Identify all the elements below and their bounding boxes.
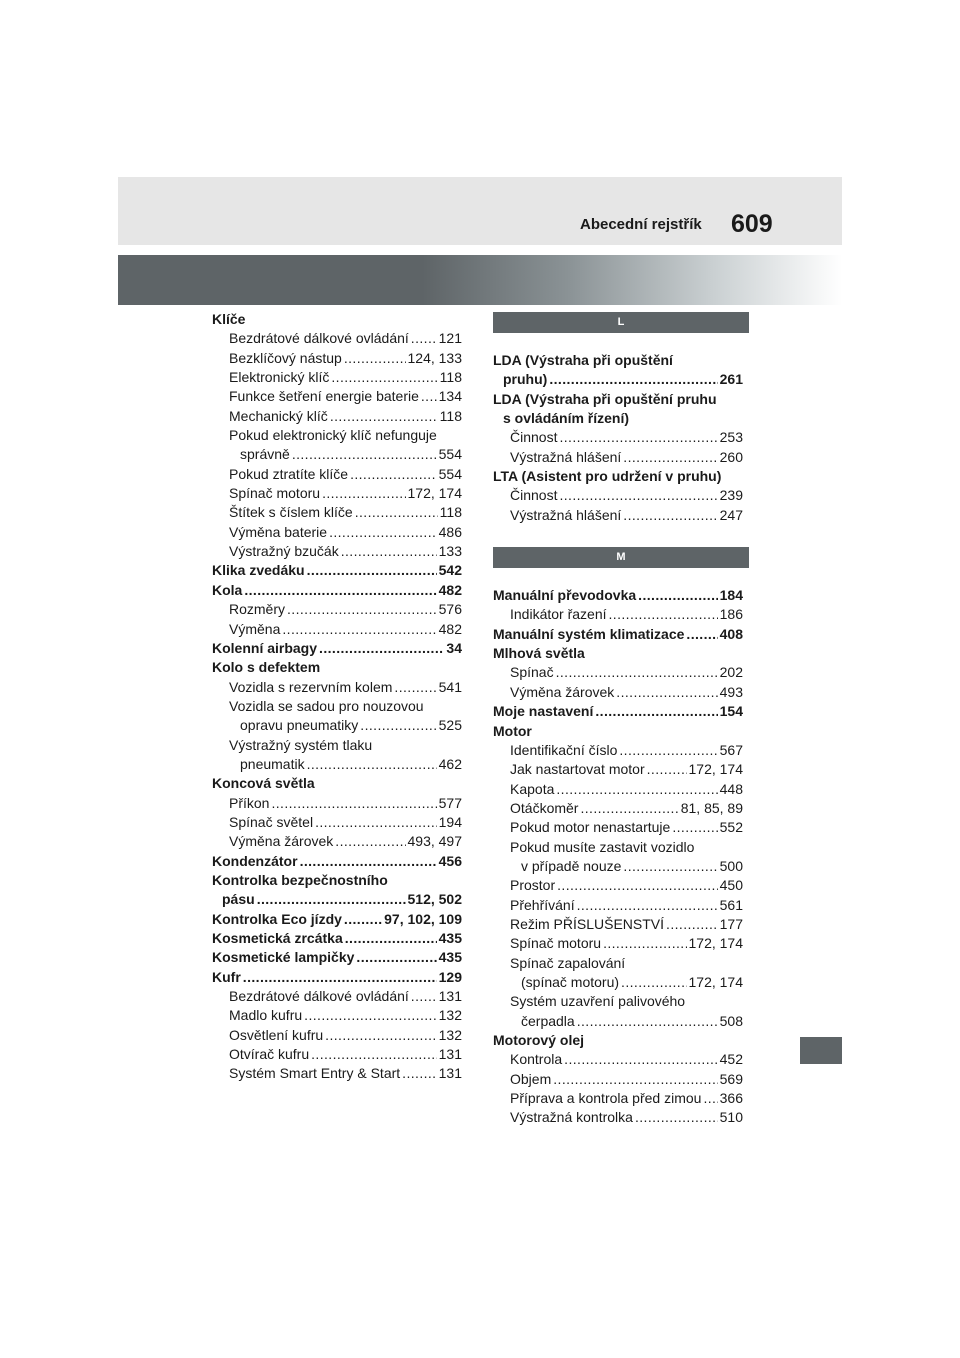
dot-leader bbox=[580, 799, 678, 818]
index-term: Pokud musíte zastavit vozidlo bbox=[510, 838, 695, 855]
index-subentry bbox=[493, 1012, 743, 1031]
page-reference: 493, 497 bbox=[407, 833, 462, 850]
page-reference: 172, 174 bbox=[407, 485, 462, 502]
index-term: Rozměry bbox=[229, 601, 286, 618]
index-term: Kosmetické lampičky bbox=[212, 949, 355, 966]
dot-leader bbox=[311, 1045, 437, 1064]
index-subentry bbox=[493, 428, 743, 447]
index-term: Vozidla se sadou pro nouzovou bbox=[229, 697, 424, 714]
dot-leader bbox=[331, 368, 437, 387]
index-subentry bbox=[493, 954, 743, 973]
page-reference: 154 bbox=[719, 703, 743, 720]
dot-leader bbox=[556, 663, 718, 682]
index-subentry bbox=[493, 1089, 743, 1108]
dot-leader bbox=[577, 1012, 718, 1031]
index-entry bbox=[212, 310, 462, 329]
page-reference: 129 bbox=[438, 968, 462, 985]
index-term: Bezklíčový nástup bbox=[229, 349, 342, 366]
page-reference: 97, 102, 109 bbox=[384, 910, 462, 927]
index-subentry bbox=[212, 600, 462, 619]
index-term: Kola bbox=[212, 581, 243, 598]
dot-leader bbox=[609, 605, 718, 624]
index-term: Spínač bbox=[510, 664, 554, 681]
dot-leader bbox=[355, 503, 438, 522]
index-subentry bbox=[212, 755, 462, 774]
dot-leader bbox=[559, 486, 717, 505]
index-subentry bbox=[212, 1045, 462, 1064]
index-term: Kontrola bbox=[510, 1051, 563, 1068]
dot-leader bbox=[307, 561, 437, 580]
dot-leader bbox=[621, 973, 686, 992]
index-entry bbox=[212, 968, 462, 987]
index-term: Výstražná hlášení bbox=[510, 506, 622, 523]
index-subentry bbox=[493, 799, 743, 818]
index-entry bbox=[493, 409, 743, 428]
index-subentry bbox=[493, 818, 743, 837]
index-entry bbox=[493, 702, 743, 721]
index-entry bbox=[493, 1031, 743, 1050]
page-reference: 247 bbox=[719, 506, 743, 523]
index-entry bbox=[212, 871, 462, 890]
index-term: Činnost bbox=[510, 429, 558, 446]
dot-leader bbox=[595, 702, 717, 721]
dot-leader bbox=[329, 523, 437, 542]
dot-leader bbox=[616, 683, 717, 702]
page-title: Abecední rejstřík bbox=[580, 216, 702, 233]
index-term: Pokud motor nenastartuje bbox=[510, 819, 671, 836]
page-reference: 569 bbox=[719, 1070, 743, 1087]
index-term: pásu bbox=[222, 891, 255, 908]
index-subentry bbox=[212, 465, 462, 484]
index-subentry bbox=[212, 1006, 462, 1025]
dot-leader bbox=[603, 934, 686, 953]
index-subentry bbox=[493, 760, 743, 779]
dot-leader bbox=[394, 678, 436, 697]
index-term: Kolo s defektem bbox=[212, 659, 321, 676]
index-term: Klíče bbox=[212, 311, 246, 327]
index-term: Moje nastavení bbox=[493, 703, 594, 720]
dot-leader bbox=[411, 987, 437, 1006]
page-reference: 260 bbox=[719, 448, 743, 465]
dot-leader bbox=[244, 581, 436, 600]
dot-leader bbox=[330, 407, 438, 426]
page-reference: 482 bbox=[438, 581, 462, 598]
dot-leader bbox=[421, 387, 437, 406]
dot-leader bbox=[666, 915, 718, 934]
page-reference: 435 bbox=[438, 930, 462, 946]
index-entry bbox=[493, 644, 743, 663]
index-term: Bezdrátové dálkové ovládání bbox=[229, 988, 409, 1005]
page-reference: 435 bbox=[438, 949, 462, 966]
page-reference: 542 bbox=[438, 562, 462, 579]
index-column-right bbox=[493, 312, 743, 1128]
index-term: Motor bbox=[493, 722, 532, 739]
index-term: Kontrolka bezpečnostního bbox=[212, 871, 388, 888]
index-subentry bbox=[493, 605, 743, 624]
page-reference: 561 bbox=[719, 896, 743, 913]
page-reference: 525 bbox=[438, 717, 462, 734]
index-entry bbox=[212, 929, 462, 948]
page-reference: 554 bbox=[438, 465, 462, 482]
dot-leader bbox=[638, 586, 717, 605]
index-entry bbox=[212, 852, 462, 871]
page-reference: 552 bbox=[719, 819, 743, 836]
index-term: Pokud ztratíte klíče bbox=[229, 465, 349, 482]
side-index-tab bbox=[800, 1037, 842, 1064]
index-subentry bbox=[212, 503, 462, 522]
index-column-left bbox=[212, 310, 462, 1084]
index-term: Indikátor řazení bbox=[510, 606, 607, 623]
index-term: Výměna žárovek bbox=[510, 683, 615, 700]
index-term: Spínač motoru bbox=[510, 935, 602, 952]
index-term: s ovládáním řízení) bbox=[503, 410, 630, 427]
index-subentry bbox=[493, 876, 743, 895]
page-reference: 508 bbox=[719, 1012, 743, 1029]
page-reference: 118 bbox=[439, 369, 462, 386]
index-subentry bbox=[212, 813, 462, 832]
page-reference: 408 bbox=[719, 625, 743, 642]
dot-leader bbox=[623, 857, 717, 876]
page-reference: 253 bbox=[719, 429, 743, 446]
index-term: Systém uzavření palivového bbox=[510, 993, 686, 1010]
page-reference: 172, 174 bbox=[688, 935, 743, 952]
section-letter-bar: L bbox=[493, 312, 749, 333]
index-subentry bbox=[212, 484, 462, 503]
index-term: Otáčkoměr bbox=[510, 799, 579, 816]
page-reference: 554 bbox=[438, 446, 462, 463]
index-term: Kufr bbox=[212, 968, 241, 985]
dot-leader bbox=[623, 448, 717, 467]
index-subentry bbox=[212, 794, 462, 813]
index-subentry bbox=[212, 407, 462, 426]
index-subentry bbox=[212, 445, 462, 464]
page-reference: 541 bbox=[438, 678, 462, 695]
dot-leader bbox=[341, 542, 437, 561]
index-term: Prostor bbox=[510, 877, 556, 894]
index-entry bbox=[493, 625, 743, 644]
index-term: Výstražný bzučák bbox=[229, 543, 339, 560]
index-term: Koncová světla bbox=[212, 775, 315, 792]
index-term: Jak nastartovat motor bbox=[510, 761, 645, 778]
index-subentry bbox=[493, 741, 743, 760]
index-term: (spínač motoru) bbox=[521, 973, 620, 990]
index-term: Výměna baterie bbox=[229, 523, 328, 540]
index-term: Výstražná kontrolka bbox=[510, 1109, 633, 1126]
dot-leader bbox=[672, 818, 717, 837]
index-entry bbox=[212, 910, 462, 929]
page-reference: 186 bbox=[719, 606, 743, 623]
dot-leader bbox=[411, 329, 437, 348]
index-entry bbox=[493, 586, 743, 605]
page-reference: 577 bbox=[438, 794, 462, 811]
page-reference: 132 bbox=[438, 1026, 462, 1043]
index-term: Objem bbox=[510, 1070, 552, 1087]
page-reference: 177 bbox=[719, 915, 743, 932]
section-letter-bar: M bbox=[493, 547, 749, 568]
index-term: Madlo kufru bbox=[229, 1007, 303, 1024]
dot-leader bbox=[335, 832, 405, 851]
index-term: v případě nouze bbox=[521, 857, 622, 874]
page-reference: 118 bbox=[439, 407, 462, 424]
index-term: pneumatik bbox=[240, 755, 305, 772]
index-subentry bbox=[493, 934, 743, 953]
page-reference: 512, 502 bbox=[407, 891, 462, 908]
page-reference: 202 bbox=[719, 664, 743, 681]
index-term: Spínač motoru bbox=[229, 485, 321, 502]
page-reference: 194 bbox=[438, 813, 462, 830]
index-entry bbox=[493, 390, 743, 409]
index-subentry bbox=[493, 992, 743, 1011]
index-term: Příprava a kontrola před zimou bbox=[510, 1090, 702, 1107]
dot-leader bbox=[619, 741, 717, 760]
index-subentry bbox=[493, 506, 743, 525]
index-term: správně bbox=[240, 446, 290, 463]
dot-leader bbox=[557, 876, 718, 895]
dot-leader bbox=[564, 1050, 717, 1069]
index-term: Bezdrátové dálkové ovládání bbox=[229, 330, 409, 347]
index-entry bbox=[212, 581, 462, 600]
dot-leader bbox=[360, 716, 436, 735]
page-reference: 456 bbox=[438, 852, 462, 869]
index-subentry bbox=[212, 349, 462, 368]
index-term: Výstražná hlášení bbox=[510, 448, 622, 465]
dot-leader bbox=[556, 780, 717, 799]
index-subentry bbox=[212, 329, 462, 348]
index-subentry bbox=[212, 987, 462, 1006]
dot-leader bbox=[402, 1064, 436, 1083]
page-reference: 172, 174 bbox=[688, 761, 743, 778]
index-subentry bbox=[212, 620, 462, 639]
dot-leader bbox=[647, 760, 687, 779]
index-subentry bbox=[493, 1050, 743, 1069]
index-term: Manuální systém klimatizace bbox=[493, 625, 685, 642]
index-subentry bbox=[212, 832, 462, 851]
index-term: Elektronický klíč bbox=[229, 369, 330, 386]
index-term: Kondenzátor bbox=[212, 852, 298, 869]
index-term: pruhu) bbox=[503, 371, 548, 388]
page-reference: 172, 174 bbox=[688, 973, 743, 990]
dot-leader bbox=[325, 1026, 436, 1045]
index-subentry bbox=[212, 678, 462, 697]
page-reference: 448 bbox=[719, 780, 743, 797]
page-reference: 366 bbox=[719, 1090, 743, 1107]
index-term: Kapota bbox=[510, 780, 555, 797]
dot-leader bbox=[623, 506, 717, 525]
index-subentry bbox=[493, 1070, 743, 1089]
page-reference: 184 bbox=[719, 587, 743, 604]
index-subentry bbox=[212, 736, 462, 755]
index-subentry bbox=[493, 857, 743, 876]
index-term: Kosmetická zrcátka bbox=[212, 930, 343, 946]
index-subentry bbox=[212, 426, 462, 445]
index-subentry bbox=[212, 387, 462, 406]
dot-leader bbox=[577, 896, 718, 915]
index-subentry bbox=[212, 1064, 462, 1083]
page-reference: 131 bbox=[438, 988, 462, 1005]
index-term: Mlhová světla bbox=[493, 645, 585, 662]
index-term: Systém Smart Entry & Start bbox=[229, 1065, 401, 1082]
index-term: Pokud elektronický klíč nefunguje bbox=[229, 427, 437, 444]
index-term: LTA (Asistent pro udržení v pruhu) bbox=[493, 468, 722, 485]
dot-leader bbox=[344, 910, 382, 929]
dot-leader bbox=[553, 1070, 717, 1089]
index-entry bbox=[212, 948, 462, 967]
index-term: Spínač zapalování bbox=[510, 954, 626, 971]
index-entry bbox=[212, 561, 462, 580]
dot-leader bbox=[559, 428, 717, 447]
index-entry bbox=[493, 722, 743, 741]
index-entry bbox=[493, 351, 743, 370]
index-term: čerpadla bbox=[521, 1012, 575, 1029]
page-reference: 493 bbox=[719, 683, 743, 700]
page-reference: 510 bbox=[719, 1109, 743, 1126]
index-subentry bbox=[493, 1108, 743, 1127]
page-reference: 450 bbox=[719, 877, 743, 894]
page-reference: 576 bbox=[438, 601, 462, 618]
dot-leader bbox=[300, 852, 437, 871]
dot-leader bbox=[307, 755, 437, 774]
index-subentry bbox=[493, 683, 743, 702]
dot-leader bbox=[243, 968, 437, 987]
dot-leader bbox=[315, 813, 437, 832]
title-strip bbox=[118, 255, 842, 305]
page-reference: 239 bbox=[719, 487, 743, 504]
page-reference: 482 bbox=[438, 620, 462, 637]
index-subentry bbox=[493, 448, 743, 467]
index-subentry bbox=[212, 1026, 462, 1045]
index-term: Činnost bbox=[510, 487, 558, 504]
dot-leader bbox=[703, 1089, 717, 1108]
index-subentry bbox=[493, 915, 743, 934]
dot-leader bbox=[686, 625, 717, 644]
dot-leader bbox=[322, 484, 405, 503]
index-entry bbox=[212, 890, 462, 909]
index-subentry bbox=[212, 368, 462, 387]
page-reference: 131 bbox=[438, 1065, 462, 1082]
dot-leader bbox=[304, 1006, 436, 1025]
page-reference: 118 bbox=[439, 504, 462, 521]
index-term: Otvírač kufru bbox=[229, 1046, 310, 1063]
index-subentry bbox=[212, 523, 462, 542]
page-reference: 132 bbox=[438, 1007, 462, 1024]
page-reference: 486 bbox=[438, 523, 462, 540]
index-term: Mechanický klíč bbox=[229, 407, 328, 424]
index-term: Výměna bbox=[229, 620, 281, 637]
index-term: Osvětlení kufru bbox=[229, 1026, 324, 1043]
index-term: LDA (Výstraha při opuštění pruhu bbox=[493, 390, 717, 407]
dot-leader bbox=[635, 1108, 718, 1127]
index-term: Klika zvedáku bbox=[212, 562, 305, 579]
page-reference: 121 bbox=[438, 330, 462, 347]
page-reference: 452 bbox=[719, 1051, 743, 1068]
index-term: Režim PŘÍSLUŠENSTVÍ bbox=[510, 915, 665, 932]
index-term: Kontrolka Eco jízdy bbox=[212, 910, 342, 927]
dot-leader bbox=[271, 794, 436, 813]
page-reference: 124, 133 bbox=[407, 349, 462, 366]
index-subentry bbox=[493, 838, 743, 857]
index-term: Příkon bbox=[229, 794, 270, 811]
index-term: Spínač světel bbox=[229, 813, 314, 830]
index-entry bbox=[212, 658, 462, 677]
index-entry bbox=[493, 467, 743, 486]
page-reference: 567 bbox=[719, 741, 743, 758]
dot-leader bbox=[345, 929, 437, 948]
index-subentry bbox=[493, 663, 743, 682]
index-entry bbox=[212, 774, 462, 793]
index-entry bbox=[493, 370, 743, 389]
index-term: Výměna žárovek bbox=[229, 833, 334, 850]
dot-leader bbox=[292, 445, 437, 464]
index-subentry bbox=[493, 896, 743, 915]
dot-leader bbox=[319, 639, 444, 658]
dot-leader bbox=[356, 948, 436, 967]
page-reference: 133 bbox=[438, 543, 462, 560]
index-term: LDA (Výstraha při opuštění bbox=[493, 352, 673, 368]
index-subentry bbox=[493, 973, 743, 992]
page-reference: 131 bbox=[438, 1046, 462, 1063]
dot-leader bbox=[549, 370, 717, 389]
dot-leader bbox=[257, 890, 406, 909]
index-term: Kolenní airbagy bbox=[212, 639, 318, 656]
index-subentry bbox=[212, 716, 462, 735]
index-term: Manuální převodovka bbox=[493, 587, 637, 604]
index-term: Identifikační číslo bbox=[510, 741, 618, 758]
index-subentry bbox=[212, 697, 462, 716]
dot-leader bbox=[282, 620, 436, 639]
index-subentry bbox=[493, 486, 743, 505]
page-reference: 134 bbox=[438, 388, 462, 405]
index-term: Přehřívání bbox=[510, 896, 575, 913]
index-subentry bbox=[493, 780, 743, 799]
page-number: 609 bbox=[731, 210, 773, 238]
index-subentry bbox=[212, 542, 462, 561]
index-term: opravu pneumatiky bbox=[240, 717, 359, 734]
page-reference: 34 bbox=[446, 639, 462, 656]
index-term: Výstražný systém tlaku bbox=[229, 736, 373, 753]
page-reference: 81, 85, 89 bbox=[680, 799, 743, 816]
page-reference: 462 bbox=[438, 755, 462, 772]
page-reference: 261 bbox=[719, 371, 743, 388]
page-reference: 500 bbox=[719, 857, 743, 874]
index-term: Motorový olej bbox=[493, 1032, 585, 1048]
index-entry bbox=[212, 639, 462, 658]
index-term: Štítek s číslem klíče bbox=[229, 504, 353, 521]
dot-leader bbox=[287, 600, 437, 619]
index-term: Vozidla s rezervním kolem bbox=[229, 678, 393, 695]
dot-leader bbox=[344, 349, 406, 368]
dot-leader bbox=[350, 465, 437, 484]
index-term: Funkce šetření energie baterie bbox=[229, 388, 419, 405]
